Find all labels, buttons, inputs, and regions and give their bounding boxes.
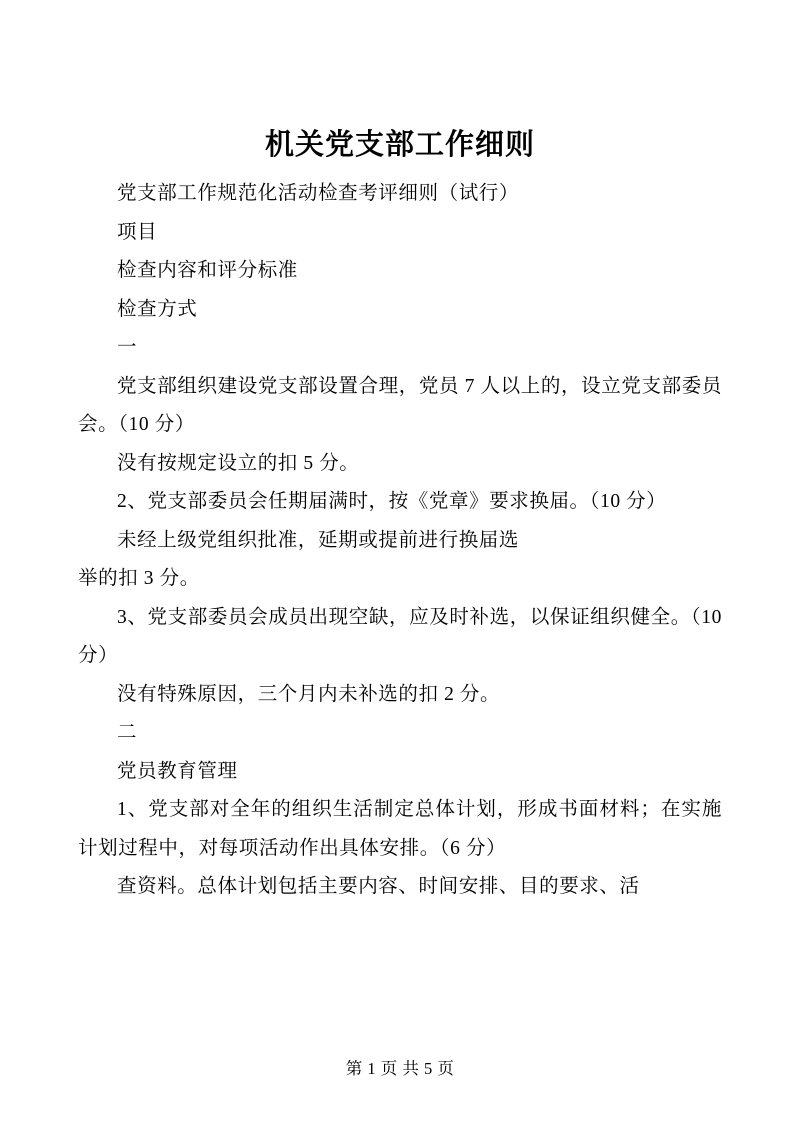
paragraph: 党员教育管理 xyxy=(117,760,238,782)
paragraph: 检查内容和评分标准 xyxy=(117,260,298,281)
paragraph: 未经上级党组织批准，延期或提前进行换届选 xyxy=(117,529,520,551)
paragraph: 党支部组织建设党支部设置合理，党员 7 人以上的，设立党支部委员会。（10 分） xyxy=(78,375,722,435)
paragraph: 1、党支部对全年的组织生活制定总体计划，形成书面材料；在实施计划过程中，对每项活动作出具体安排。（6 分） xyxy=(78,799,722,859)
document-body xyxy=(78,175,722,907)
paragraph: 党支部工作规范化活动检查考评细则（试行） xyxy=(117,183,520,204)
paragraph: 查资料。总体计划包括主要内容、时间安排、目的要求、活 xyxy=(117,876,640,897)
page-footer: 第 1 页 共 5 页 xyxy=(345,1059,455,1078)
paragraph: 二 xyxy=(117,722,138,743)
paragraph: 检查方式 xyxy=(117,298,198,320)
paragraph: 举的扣 3 分。 xyxy=(78,568,200,589)
paragraph: 项目 xyxy=(117,221,158,243)
page-title: 机关党支部工作细则 xyxy=(264,129,535,161)
paragraph: 一 xyxy=(117,337,138,358)
paragraph: 没有按规定设立的扣 5 分。 xyxy=(117,452,360,474)
paragraph: 3、党支部委员会成员出现空缺，应及时补选，以保证组织健全。（10 分） xyxy=(78,606,722,666)
paragraph: 2、党支部委员会任期届满时，按《党章》要求换届。（10 分） xyxy=(117,491,667,512)
paragraph: 没有特殊原因，三个月内未补选的扣 2 分。 xyxy=(117,683,501,705)
